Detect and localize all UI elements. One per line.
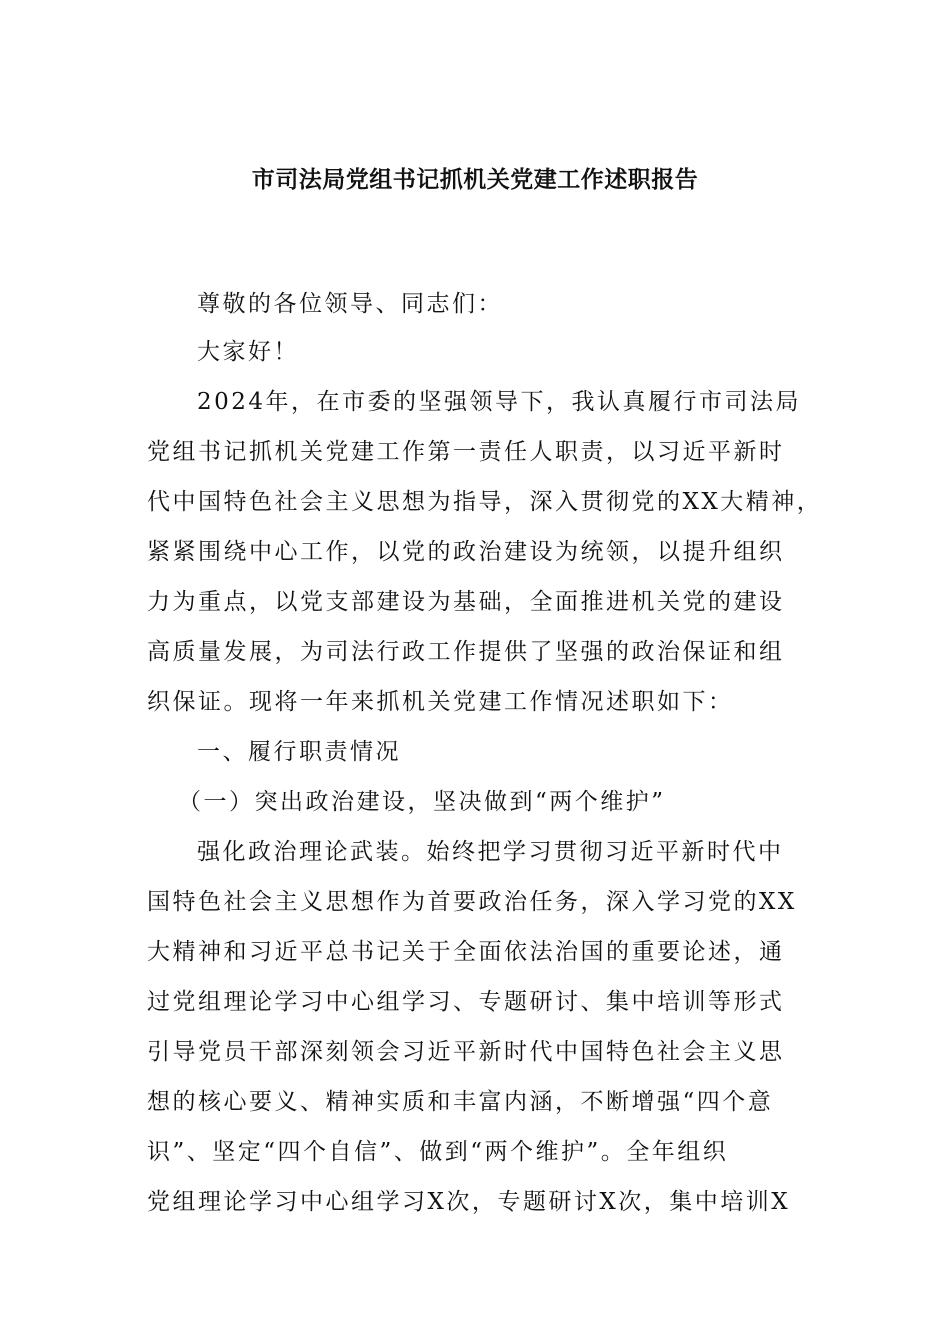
paragraph-line: 代中国特色社会主义思想为指导，深入贯彻党的XX大精神，: [147, 489, 823, 515]
paragraph-line: 力为重点，以党支部建设为基础，全面推进机关党的建设: [147, 589, 785, 615]
paragraph-line: 想的核心要义、精神实质和丰富内涵，不断增强“四个意: [147, 1089, 774, 1115]
paragraph-line: 引导党员干部深刻领会习近平新时代中国特色社会主义思: [147, 1039, 785, 1065]
paragraph-line: 紧紧围绕中心工作，以党的政治建设为统领，以提升组织: [147, 539, 785, 565]
paragraph-line: 党组书记抓机关党建工作第一责任人职责，以习近平新时: [147, 439, 785, 465]
greeting: 大家好！: [197, 339, 299, 365]
paragraph-line: 识”、坚定“四个自信”、做到“两个维护”。全年组织: [147, 1139, 729, 1165]
paragraph-line: 强化政治理论武装。始终把学习贯彻习近平新时代中: [197, 839, 784, 865]
paragraph-line: 高质量发展，为司法行政工作提供了坚强的政治保证和组: [147, 639, 785, 665]
salutation: 尊敬的各位领导、同志们：: [197, 291, 503, 317]
paragraph-line: 过党组理论学习中心组学习、专题研讨、集中培训等形式: [147, 989, 785, 1015]
paragraph-line: 2024年，在市委的坚强领导下，我认真履行市司法局: [197, 389, 802, 415]
paragraph-line: 织保证。现将一年来抓机关党建工作情况述职如下：: [147, 689, 734, 715]
paragraph-line: 国特色社会主义思想作为首要政治任务，深入学习党的XX: [147, 889, 797, 915]
section-heading: 一、履行职责情况: [197, 739, 401, 765]
subsection-heading: （一）突出政治建设，坚决做到“两个维护”: [178, 789, 666, 815]
document-title: 市司法局党组书记抓机关党建工作述职报告: [251, 166, 699, 193]
paragraph-line: 大精神和习近平总书记关于全面依法治国的重要论述，通: [147, 939, 785, 965]
paragraph-line: 党组理论学习中心组学习X次，专题研讨X次，集中培训X: [147, 1189, 791, 1215]
